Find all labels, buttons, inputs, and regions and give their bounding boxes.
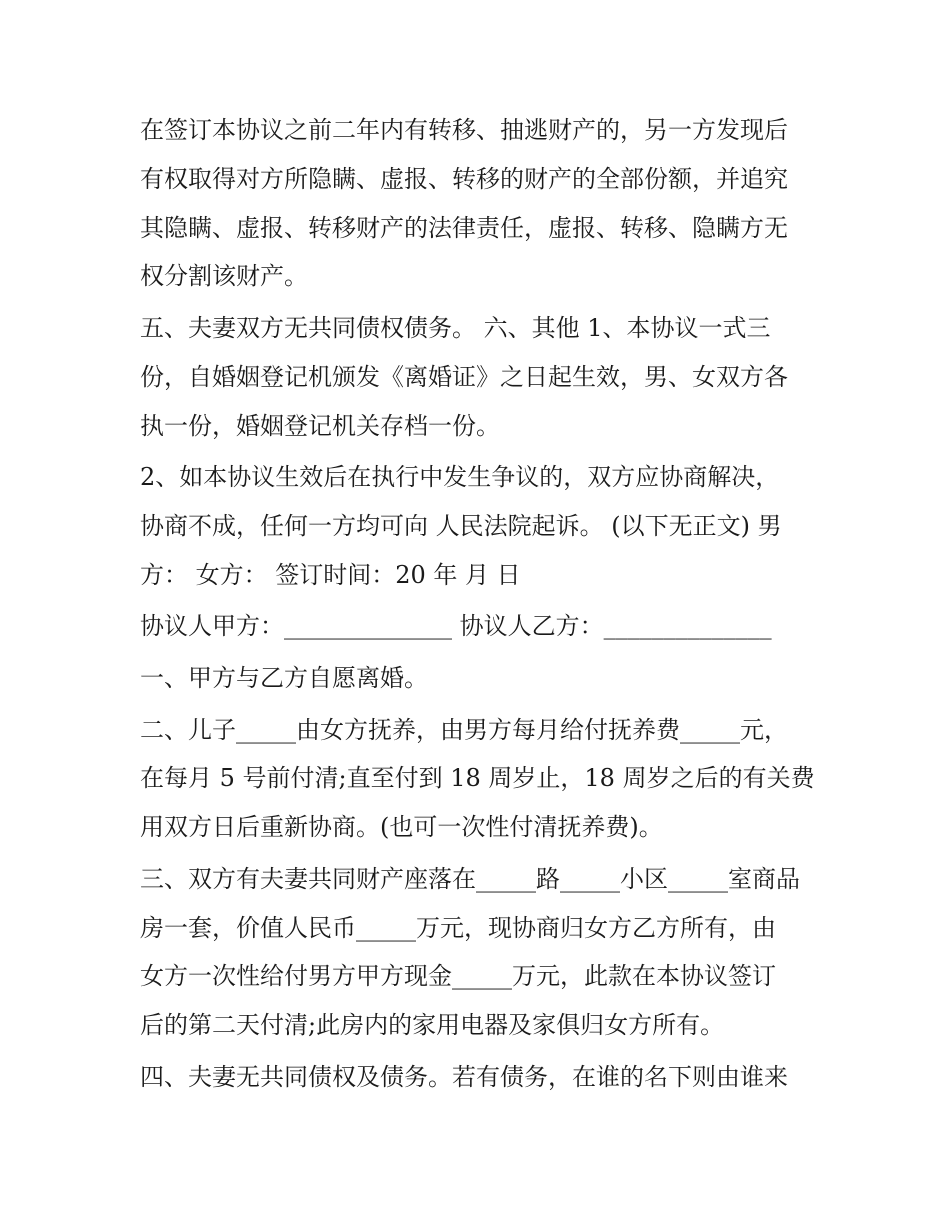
text-line: 房一套，价值人民币_____万元，现协商归女方乙方所有，由 — [140, 913, 776, 942]
paragraph-four — [140, 1053, 830, 1102]
text-line: 其隐瞒、虚报、转移财产的法律责任，虚报、转移、隐瞒方无 — [140, 213, 788, 242]
text-line: 三、双方有夫妻共同财产座落在_____路_____小区_____室商品 — [140, 864, 800, 893]
paragraph-five-six — [140, 304, 830, 450]
text-line: 方： 女方： 签订时间：20 年 月 日 — [140, 560, 521, 589]
text-line: 协议人甲方：______________ 协议人乙方：______________ — [140, 612, 772, 641]
text-line: 在每月 5 号前付清;直至付到 18 周岁止，18 周岁之后的有关费 — [140, 764, 815, 793]
paragraph-two — [140, 706, 830, 852]
text-line: 权分割该财产。 — [140, 262, 308, 291]
text-line: 在签订本协议之前二年内有转移、抽逃财产的，另一方发现后 — [140, 116, 788, 144]
text-line: 后的第二天付清;此房内的家用电器及家俱归女方所有。 — [140, 1011, 725, 1040]
text-line: 一、甲方与乙方自愿离婚。 — [140, 663, 428, 692]
text-line: 协商不成，任何一方均可向 人民法院起诉。 (以下无正文) 男 — [140, 511, 782, 540]
paragraph-parties — [140, 602, 830, 651]
paragraph-hidden-assets — [140, 106, 830, 301]
text-line: 执一份，婚姻登记机关存档一份。 — [140, 411, 500, 440]
paragraph-one — [140, 654, 830, 703]
text-line: 2、如本协议生效后在执行中发生争议的，双方应协商解决， — [140, 463, 780, 492]
text-line: 五、夫妻双方无共同债权债务。 六、其他 1、本协议一式三 — [140, 313, 771, 342]
text-line: 用双方日后重新协商。(也可一次性付清抚养费)。 — [140, 813, 663, 842]
paragraph-three — [140, 855, 830, 1050]
paragraph-dispute — [140, 453, 830, 599]
text-line: 份，自婚姻登记机颁发《离婚证》之日起生效，男、女双方各 — [140, 362, 788, 391]
text-line: 女方一次性给付男方甲方现金_____万元，此款在本协议签订 — [140, 962, 776, 991]
text-line: 二、儿子_____由女方抚养，由男方每月给付抚养费_____元， — [140, 715, 788, 744]
text-line: 有权取得对方所隐瞒、虚报、转移的财产的全部份额，并追究 — [140, 164, 788, 193]
document-body — [140, 106, 830, 1102]
text-line: 四、夫妻无共同债权及债务。若有债务，在谁的名下则由谁来 — [140, 1062, 788, 1091]
